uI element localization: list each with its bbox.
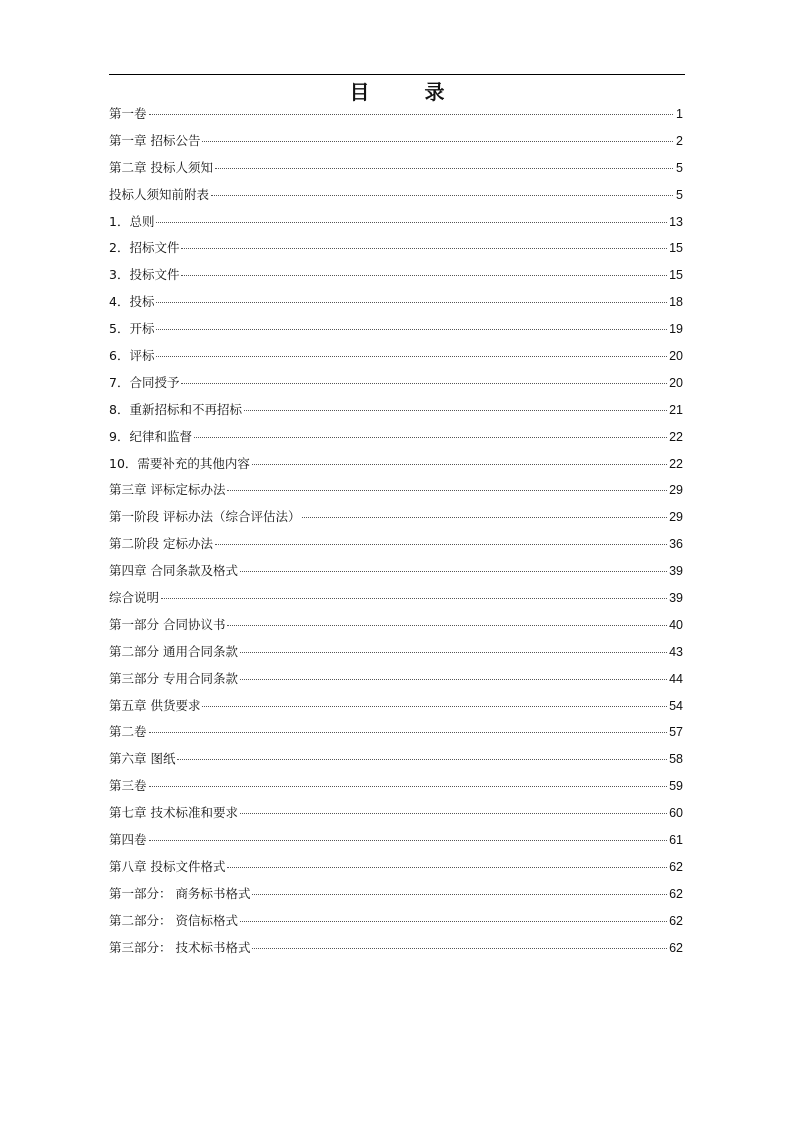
toc-entry-page-number: 59 [669, 779, 683, 794]
toc-entry-page-number: 44 [669, 671, 683, 686]
toc-entry[interactable] [109, 558, 685, 585]
toc-entry[interactable] [109, 666, 685, 693]
toc-entry[interactable] [109, 343, 685, 370]
toc-entry-label: 1．总则 [109, 213, 155, 229]
toc-dot-leader [240, 571, 667, 572]
toc-entry-page-number: 62 [669, 886, 683, 901]
toc-dot-leader [161, 598, 667, 599]
toc-entry[interactable] [109, 424, 685, 451]
toc-entry-label: 第三部分 专用合同条款 [109, 670, 238, 686]
toc-entry[interactable] [109, 935, 685, 962]
toc-entry-label: 第一阶段 评标办法（综合评估法） [109, 509, 301, 525]
toc-entry-label: 7．合同授予 [109, 374, 180, 390]
toc-entry-page-number: 19 [669, 322, 683, 337]
toc-entry-page-number: 40 [669, 617, 683, 632]
toc-dot-leader [156, 329, 667, 330]
toc-dot-leader [149, 786, 668, 787]
toc-dot-leader [227, 867, 667, 868]
toc-entry[interactable] [109, 693, 685, 720]
toc-entry-page-number: 22 [669, 429, 683, 444]
toc-entry-page-number: 57 [669, 725, 683, 740]
toc-entry-label: 第八章 投标文件格式 [109, 858, 226, 874]
toc-entry-label: 第六章 图纸 [109, 751, 176, 767]
toc-entry[interactable] [109, 854, 685, 881]
toc-entry-label: 第四章 合同条款及格式 [109, 563, 238, 579]
toc-title: 目 录 [349, 80, 469, 104]
toc-entry[interactable] [109, 370, 685, 397]
header-rule [109, 74, 685, 75]
toc-entry-label: 第三部分： 技术标书格式 [109, 939, 251, 955]
toc-dot-leader [252, 948, 667, 949]
toc-dot-leader [202, 706, 667, 707]
toc-entry[interactable] [109, 235, 685, 262]
toc-entry-label: 第一部分： 商务标书格式 [109, 885, 251, 901]
toc-entry-page-number: 22 [669, 456, 683, 471]
toc-entry-page-number: 13 [669, 214, 683, 229]
toc-entry-page-number: 39 [669, 564, 683, 579]
toc-entry[interactable] [109, 800, 685, 827]
toc-entry[interactable] [109, 101, 685, 128]
toc-dot-leader [227, 625, 667, 626]
toc-entry-label: 第三章 评标定标办法 [109, 482, 226, 498]
toc-entry-label: 第一卷 [109, 106, 147, 121]
toc-entry-page-number: 62 [669, 913, 683, 928]
toc-entry-page-number: 39 [669, 591, 683, 606]
toc-entry[interactable] [109, 182, 685, 209]
toc-entry[interactable] [109, 639, 685, 666]
toc-dot-leader [156, 222, 667, 223]
toc-entry-page-number: 1 [676, 107, 683, 121]
toc-entry[interactable] [109, 477, 685, 504]
toc-entry-page-number: 21 [669, 402, 683, 417]
toc-entry[interactable] [109, 451, 685, 478]
toc-entry-label: 9．纪律和监督 [109, 428, 192, 444]
toc-entry-label: 4．投标 [109, 294, 155, 310]
toc-dot-leader [240, 679, 667, 680]
toc-entry[interactable] [109, 746, 685, 773]
toc-entry-label: 6．评标 [109, 348, 155, 364]
toc-dot-leader [215, 168, 673, 169]
toc-dot-leader [202, 141, 673, 142]
toc-entry-page-number: 62 [669, 859, 683, 874]
toc-entry-label: 投标人须知前附表 [109, 186, 210, 202]
toc-dot-leader [252, 464, 667, 465]
toc-entry-page-number: 29 [669, 483, 683, 498]
toc-entry[interactable] [109, 128, 685, 155]
toc-entry-label: 综合说明 [109, 590, 160, 606]
toc-entry-page-number: 54 [669, 698, 683, 713]
toc-entry-page-number: 62 [669, 940, 683, 955]
toc-entry[interactable] [109, 209, 685, 236]
toc-entry-page-number: 29 [669, 510, 683, 525]
toc-entry[interactable] [109, 612, 685, 639]
toc-dot-leader [149, 732, 668, 733]
toc-entry-label: 5．开标 [109, 321, 155, 337]
toc-entry[interactable] [109, 531, 685, 558]
toc-entry[interactable] [109, 773, 685, 800]
toc-entry-page-number: 5 [676, 160, 683, 175]
toc-entry-label: 第二阶段 定标办法 [109, 536, 213, 552]
toc-dot-leader [211, 195, 673, 196]
toc-list [109, 101, 685, 962]
toc-dot-leader [149, 840, 668, 841]
toc-entry-page-number: 15 [669, 241, 683, 256]
toc-entry-label: 8．重新招标和不再招标 [109, 401, 242, 417]
toc-entry[interactable] [109, 316, 685, 343]
toc-entry-page-number: 20 [669, 375, 683, 390]
toc-entry-label: 第二卷 [109, 724, 147, 740]
toc-entry-label: 第一部分 合同协议书 [109, 616, 226, 632]
toc-entry-page-number: 2 [676, 133, 683, 148]
toc-entry-label: 第三卷 [109, 778, 147, 794]
toc-entry-page-number: 18 [669, 295, 683, 310]
toc-entry-page-number: 58 [669, 752, 683, 767]
toc-entry[interactable] [109, 719, 685, 746]
toc-dot-leader [227, 490, 667, 491]
toc-dot-leader [240, 652, 667, 653]
toc-dot-leader [194, 437, 667, 438]
toc-entry-page-number: 60 [669, 806, 683, 821]
toc-entry-page-number: 20 [669, 349, 683, 364]
toc-dot-leader [252, 894, 667, 895]
toc-entry[interactable] [109, 881, 685, 908]
toc-dot-leader [156, 356, 667, 357]
toc-dot-leader [240, 921, 667, 922]
toc-entry-label: 第二部分： 资信标格式 [109, 912, 238, 928]
toc-entry[interactable] [109, 585, 685, 612]
toc-entry[interactable] [109, 827, 685, 854]
toc-dot-leader [149, 114, 673, 115]
toc-dot-leader [302, 517, 667, 518]
toc-dot-leader [244, 410, 667, 411]
toc-entry-page-number: 15 [669, 268, 683, 283]
toc-dot-leader [215, 544, 667, 545]
toc-dot-leader [240, 813, 667, 814]
toc-dot-leader [181, 275, 667, 276]
toc-entry-page-number: 43 [669, 644, 683, 659]
toc-entry-label: 2．招标文件 [109, 240, 180, 256]
toc-entry-label: 第四卷 [109, 832, 147, 848]
toc-entry-label: 10．需要补充的其他内容 [109, 455, 250, 471]
toc-dot-leader [156, 302, 667, 303]
toc-entry-label: 3．投标文件 [109, 267, 180, 283]
toc-entry[interactable] [109, 397, 685, 424]
toc-entry[interactable] [109, 155, 685, 182]
toc-entry-label: 第一章 招标公告 [109, 132, 201, 148]
toc-entry-page-number: 36 [669, 537, 683, 552]
toc-entry-label: 第二部分 通用合同条款 [109, 643, 238, 659]
toc-entry-label: 第七章 技术标准和要求 [109, 805, 238, 821]
toc-entry[interactable] [109, 908, 685, 935]
toc-entry[interactable] [109, 262, 685, 289]
toc-entry-page-number: 5 [676, 187, 683, 202]
toc-entry-page-number: 61 [669, 833, 683, 848]
toc-dot-leader [181, 248, 667, 249]
toc-entry-label: 第五章 供货要求 [109, 697, 201, 713]
toc-dot-leader [181, 383, 667, 384]
toc-dot-leader [177, 759, 667, 760]
toc-entry-label: 第二章 投标人须知 [109, 159, 213, 175]
toc-entry[interactable] [109, 504, 685, 531]
toc-entry[interactable] [109, 289, 685, 316]
